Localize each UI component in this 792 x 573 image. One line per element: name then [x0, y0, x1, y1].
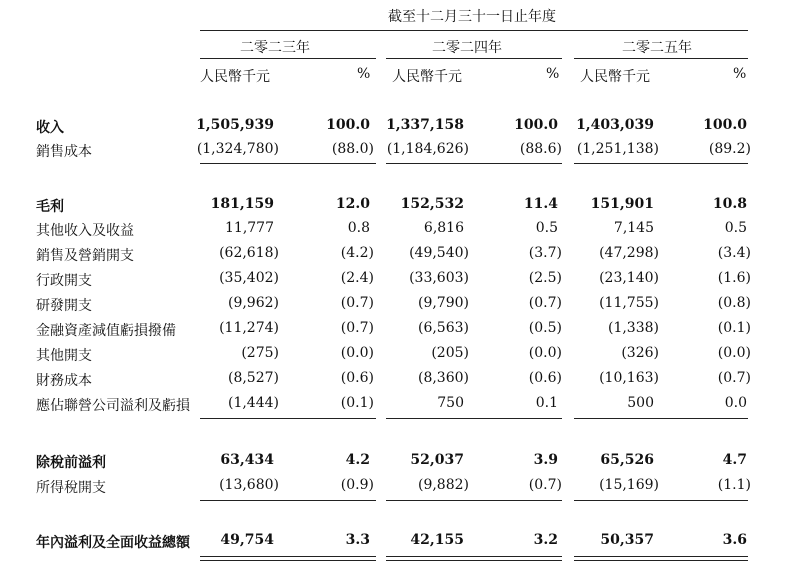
percent-2023: 100.0: [326, 117, 370, 133]
table-row-impairment: [0, 320, 792, 342]
amount-2023: 1,505,939: [196, 117, 274, 133]
year-rule-2025: [574, 58, 748, 59]
row-label: 其他收入及收益: [36, 223, 134, 239]
percent-2023: (0.9): [340, 477, 374, 493]
row-label: 其他開支: [36, 348, 92, 364]
table-row-gross-profit: [0, 196, 792, 218]
year-header-2025: 二零二五年: [622, 40, 692, 56]
amount-2024: 1,337,158: [386, 117, 464, 133]
row-label: 銷售及營銷開支: [36, 248, 134, 264]
amount-2024: 42,155: [410, 532, 464, 548]
pct-header-2025: %: [733, 66, 747, 82]
amount-2024: 6,816: [423, 220, 464, 236]
unit-header-2023: 人民幣千元: [200, 69, 270, 85]
amount-2024: (6,563): [417, 320, 469, 336]
pct-header-2023: %: [357, 66, 371, 82]
row-label: 研發開支: [36, 298, 92, 314]
table-row-revenue: [0, 117, 792, 139]
table-row-total-comprehensive-income: [0, 532, 792, 554]
amount-2025: (10,163): [599, 370, 659, 386]
percent-2023: (0.0): [340, 345, 374, 361]
amount-2023: (275): [241, 345, 279, 361]
table-row-income-tax: [0, 477, 792, 499]
percent-2023: 3.3: [345, 532, 370, 548]
percent-2023: (2.4): [340, 270, 374, 286]
amount-2023: (13,680): [219, 477, 279, 493]
amount-2024: 750: [437, 395, 464, 411]
amount-2024: (33,603): [409, 270, 469, 286]
double-underline-2024: [386, 556, 562, 561]
table-row-rnd-expenses: [0, 295, 792, 317]
subtotal-rule-2024: [386, 418, 562, 419]
percent-2024: 3.2: [533, 532, 558, 548]
percent-2024: (88.6): [519, 141, 562, 157]
percent-2023: 0.8: [347, 220, 370, 236]
percent-2025: 3.6: [722, 532, 747, 548]
percent-2025: (1.6): [717, 270, 751, 286]
percent-2025: (3.4): [717, 245, 751, 261]
amount-2023: (11,274): [219, 320, 279, 336]
unit-header-2025: 人民幣千元: [580, 69, 650, 85]
amount-2025: (11,755): [599, 295, 659, 311]
year-rule-2024: [386, 58, 562, 59]
table-row-selling-expenses: [0, 245, 792, 267]
percent-2023: (4.2): [340, 245, 374, 261]
pct-header-2024: %: [546, 66, 560, 82]
percent-2025: 0.0: [724, 395, 747, 411]
subtotal-rule-2025: [574, 418, 748, 419]
amount-2024: (205): [431, 345, 469, 361]
amount-2023: (62,618): [219, 245, 279, 261]
table-row-cost-of-sales: [0, 141, 792, 163]
percent-2024: (3.7): [528, 245, 562, 261]
percent-2024: (0.5): [528, 320, 562, 336]
amount-2025: (1,251,138): [576, 141, 659, 157]
amount-2024: (9,790): [417, 295, 469, 311]
percent-2025: (0.1): [717, 320, 751, 336]
row-label: 銷售成本: [36, 144, 92, 160]
subtotal-rule-2024: [386, 163, 562, 164]
subtotal-rule-2025: [574, 163, 748, 164]
table-row-admin-expenses: [0, 270, 792, 292]
amount-2024: (49,540): [409, 245, 469, 261]
subtotal-rule-2023: [200, 418, 376, 419]
percent-2024: 11.4: [523, 196, 558, 212]
amount-2023: (1,444): [227, 395, 279, 411]
amount-2024: (8,360): [417, 370, 469, 386]
row-label: 應佔聯營公司溢利及虧損: [36, 398, 190, 414]
amount-2025: (15,169): [599, 477, 659, 493]
row-label: 行政開支: [36, 273, 92, 289]
percent-2023: 4.2: [345, 452, 370, 468]
year-rule-2023: [200, 58, 376, 59]
percent-2024: 0.5: [535, 220, 558, 236]
period-header: 截至十二月三十一日止年度: [388, 9, 556, 25]
percent-2024: (0.7): [528, 295, 562, 311]
row-label: 財務成本: [36, 373, 92, 389]
percent-2023: (0.1): [340, 395, 374, 411]
percent-2024: (0.6): [528, 370, 562, 386]
amount-2025: 500: [627, 395, 654, 411]
amount-2025: 151,901: [590, 196, 654, 212]
percent-2025: 0.5: [724, 220, 747, 236]
table-row-other-income: [0, 220, 792, 242]
amount-2023: (35,402): [219, 270, 279, 286]
year-header-2023: 二零二三年: [240, 40, 310, 56]
amount-2025: 7,145: [613, 220, 654, 236]
subtotal-rule-2025: [574, 500, 748, 501]
row-label: 除稅前溢利: [36, 455, 106, 471]
amount-2023: (8,527): [227, 370, 279, 386]
subtotal-rule-2023: [200, 163, 376, 164]
percent-2023: 12.0: [335, 196, 370, 212]
amount-2024: 152,532: [400, 196, 464, 212]
subtotal-rule-2023: [200, 500, 376, 501]
percent-2023: (0.7): [340, 295, 374, 311]
amount-2023: (1,324,780): [196, 141, 279, 157]
percent-2025: 10.8: [712, 196, 747, 212]
percent-2023: (88.0): [331, 141, 374, 157]
table-row-other-expenses: [0, 345, 792, 367]
table-row-share-of-associates: [0, 395, 792, 417]
double-underline-2025: [574, 556, 748, 561]
amount-2024: (1,184,626): [386, 141, 469, 157]
row-label: 收入: [36, 120, 64, 136]
percent-2024: 0.1: [535, 395, 558, 411]
amount-2025: 50,357: [600, 532, 654, 548]
percent-2024: 100.0: [514, 117, 558, 133]
row-label: 毛利: [36, 199, 64, 215]
subtotal-rule-2024: [386, 500, 562, 501]
amount-2023: 181,159: [210, 196, 274, 212]
row-label: 金融資產減值虧損撥備: [36, 323, 176, 339]
percent-2025: (1.1): [717, 477, 751, 493]
amount-2025: (1,338): [607, 320, 659, 336]
amount-2023: 63,434: [220, 452, 274, 468]
percent-2023: (0.7): [340, 320, 374, 336]
amount-2025: 65,526: [600, 452, 654, 468]
amount-2025: (326): [621, 345, 659, 361]
amount-2025: (23,140): [599, 270, 659, 286]
percent-2023: (0.6): [340, 370, 374, 386]
unit-header-2024: 人民幣千元: [392, 69, 462, 85]
year-header-2024: 二零二四年: [432, 40, 502, 56]
percent-2024: (0.7): [528, 477, 562, 493]
amount-2024: 52,037: [410, 452, 464, 468]
percent-2025: 100.0: [703, 117, 747, 133]
amount-2025: 1,403,039: [576, 117, 654, 133]
period-rule: [200, 30, 748, 31]
percent-2025: (0.7): [717, 370, 751, 386]
double-underline-2023: [200, 556, 376, 561]
percent-2024: (0.0): [528, 345, 562, 361]
row-label: 所得稅開支: [36, 480, 106, 496]
table-row-profit-before-tax: [0, 452, 792, 474]
amount-2025: (47,298): [599, 245, 659, 261]
row-label: 年內溢利及全面收益總額: [36, 535, 190, 551]
amount-2024: (9,882): [417, 477, 469, 493]
table-row-finance-costs: [0, 370, 792, 392]
percent-2024: (2.5): [528, 270, 562, 286]
percent-2024: 3.9: [533, 452, 558, 468]
percent-2025: (0.0): [717, 345, 751, 361]
percent-2025: (0.8): [717, 295, 751, 311]
percent-2025: 4.7: [722, 452, 747, 468]
amount-2023: (9,962): [227, 295, 279, 311]
amount-2023: 49,754: [220, 532, 274, 548]
amount-2023: 11,777: [225, 220, 274, 236]
percent-2025: (89.2): [708, 141, 751, 157]
